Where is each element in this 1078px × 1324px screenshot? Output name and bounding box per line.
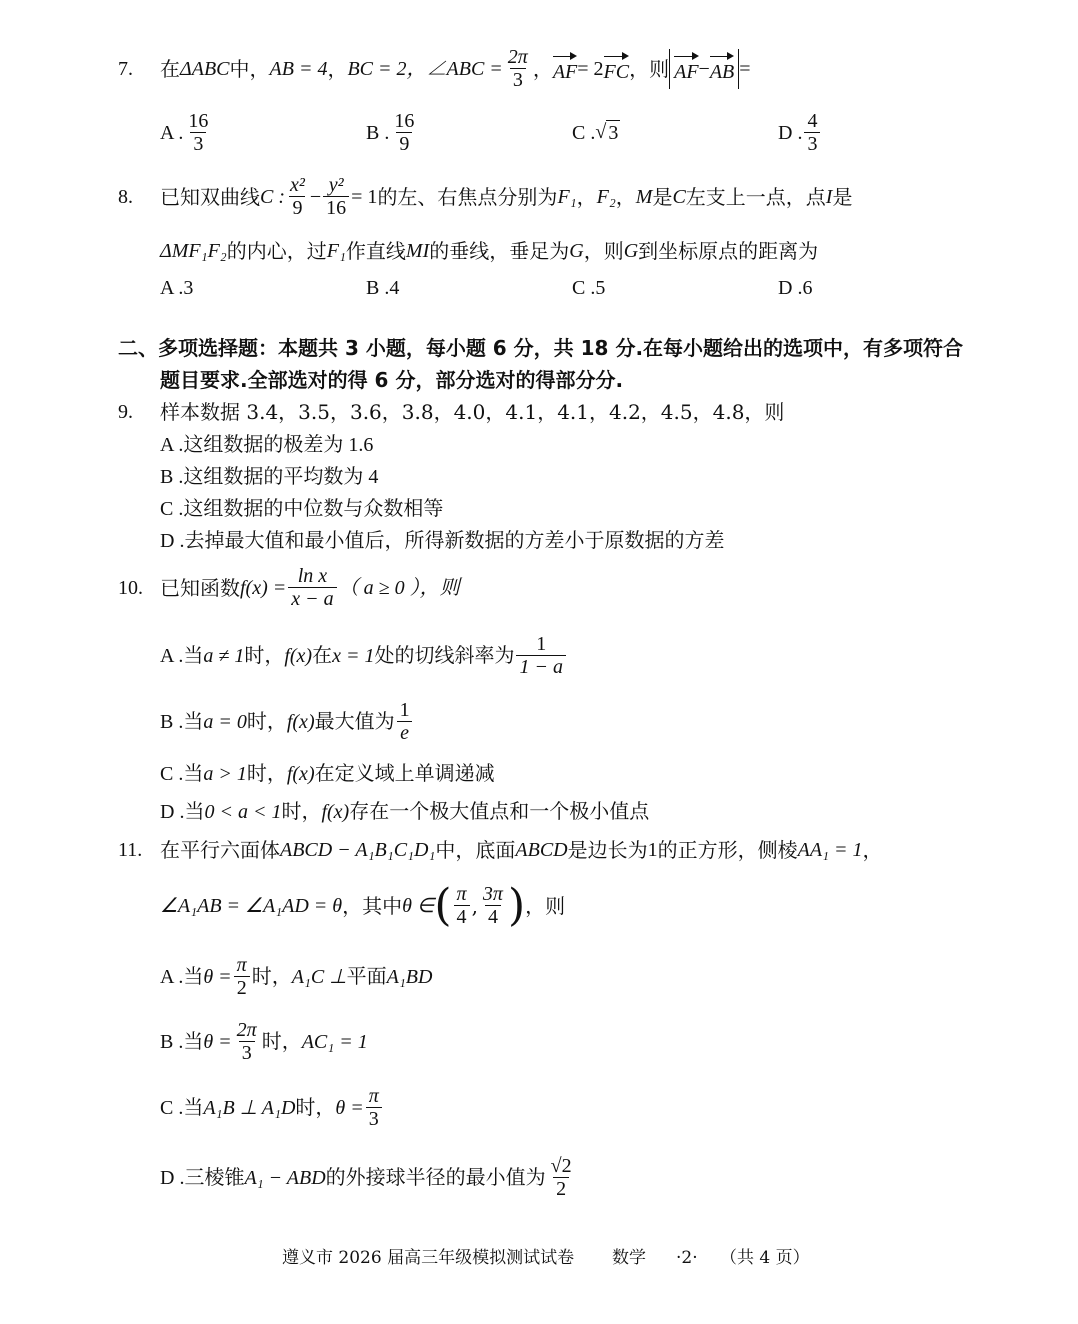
question-10-stem: 10. 已知函数 f(x) = $\frac{\text{ln x}}{x - a}$ （ a ≥ 0 ），则 [118, 565, 460, 610]
q9-option-d: D .去掉最大值和最小值后，所得新数据的方差小于原数据的方差 [160, 529, 725, 552]
q7-option-a: A . $\frac{16}{3}$ [160, 110, 209, 155]
q8-option-d: D .6 [778, 276, 813, 299]
question-11-stem: 11. 在平行六面体 ABCD − A₁B₁C₁D₁ 中，底面 ABCD 是边长为 1 的正方形，侧棱 AA₁ = 1 ， [118, 837, 883, 862]
footer-school: 遵义市 2026 届高三年级模拟测试试卷 [282, 1248, 575, 1268]
question-number: 7. [118, 57, 133, 80]
q7-option-d: D . $\frac{4}{3}$ [778, 108, 822, 158]
footer-subject: 数学 [612, 1248, 646, 1268]
question-7-stem: 7. 在 ΔABC 中， AB = 4 ， BC = 2 ，∠ABC = $\frac{2\pi}{3}$ ， AF = 2 FC ，则 AF − AB = [118, 46, 751, 91]
q11-option-d: D .三棱锥 A₁ − ABD 的外接球半径的最小值为 $\frac{√2}{2}$ [160, 1155, 572, 1200]
q10-option-d: D .当 0 < a < 1 时， f(x) 存在一个极大值点和一个极小值点 [160, 800, 650, 823]
q9-option-a: A .这组数据的极差为 1.6 [160, 433, 374, 456]
section-2-heading-line2: 题目要求.全部选对的得 6 分，部分选对的得部分分. [160, 367, 624, 392]
vector-fc: FC [604, 54, 630, 85]
q9-option-c: C .这组数据的中位数与众数相等 [160, 497, 444, 520]
footer-page-number: ·2· [676, 1248, 698, 1268]
q7-option-c: C . √ 3 [572, 121, 619, 144]
question-11-stem-line2: ∠A₁AB = ∠A₁AD = θ ，其中 θ ∈ ( $\frac{\pi}{4}$ , $\frac{3\pi}{4}$ ) ，则 [160, 880, 566, 931]
fraction: $\frac{2\pi}{3}$ [507, 46, 528, 91]
q8-option-a: A .3 [160, 276, 194, 299]
question-8-stem: 8. 已知双曲线 C : $\frac{\text{x²}}{9}$ − $\frac{\text{y²}}{16}$ = 1 的左、右焦点分别为 F₁ ， F₂ ， M 是 C 左支上一点，点 I 是 [118, 174, 853, 219]
q10-option-c: C .当 a > 1 时， f(x) 在定义域上单调递减 [160, 762, 495, 785]
vector-af: AF [553, 54, 577, 85]
q9-option-b: B .这组数据的平均数为 4 [160, 465, 379, 488]
question-9-stem: 9. 样本数据 3.4，3.5，3.6，3.8，4.0，4.1，4.1，4.2，4.5，4.8，则 [118, 399, 785, 424]
q11-option-c: C .当 A₁B ⊥ A₁D 时， θ = $\frac{\pi}{3}$ [160, 1080, 384, 1136]
q11-option-b: B .当 θ = $\frac{2\pi}{3}$ 时， AC₁ = 1 [160, 1019, 368, 1064]
section-2-heading: 二、多项选择题：本题共 3 小题，每小题 6 分，共 18 分.在每小题给出的选项中，有多项符合 [118, 335, 964, 360]
q11-option-a: A .当 θ = $\frac{\pi}{2}$ 时， A₁C ⊥ 平面 A₁BD [160, 954, 433, 999]
q8-option-b: B .4 [366, 276, 400, 299]
footer-total-pages: （共 4 页） [720, 1248, 810, 1268]
q8-option-c: C .5 [572, 276, 606, 299]
q10-option-b: B .当 a = 0 时， f(x) 最大值为 $\frac{1}{e}$ [160, 694, 415, 750]
q10-option-a: A .当 a ≠ 1 时， f(x) 在 x = 1 处的切线斜率为 $\frac{1}{1 - a}$ [160, 628, 568, 684]
question-8-stem-line2: ΔMF₁F₂ 的内心，过 F₁ 作直线 MI 的垂线，垂足为 G ，则 G 到坐标原点的距离为 [160, 238, 819, 263]
absolute-value: AF − AB [669, 49, 739, 89]
q7-option-b: B . $\frac{16}{9}$ [366, 110, 415, 155]
